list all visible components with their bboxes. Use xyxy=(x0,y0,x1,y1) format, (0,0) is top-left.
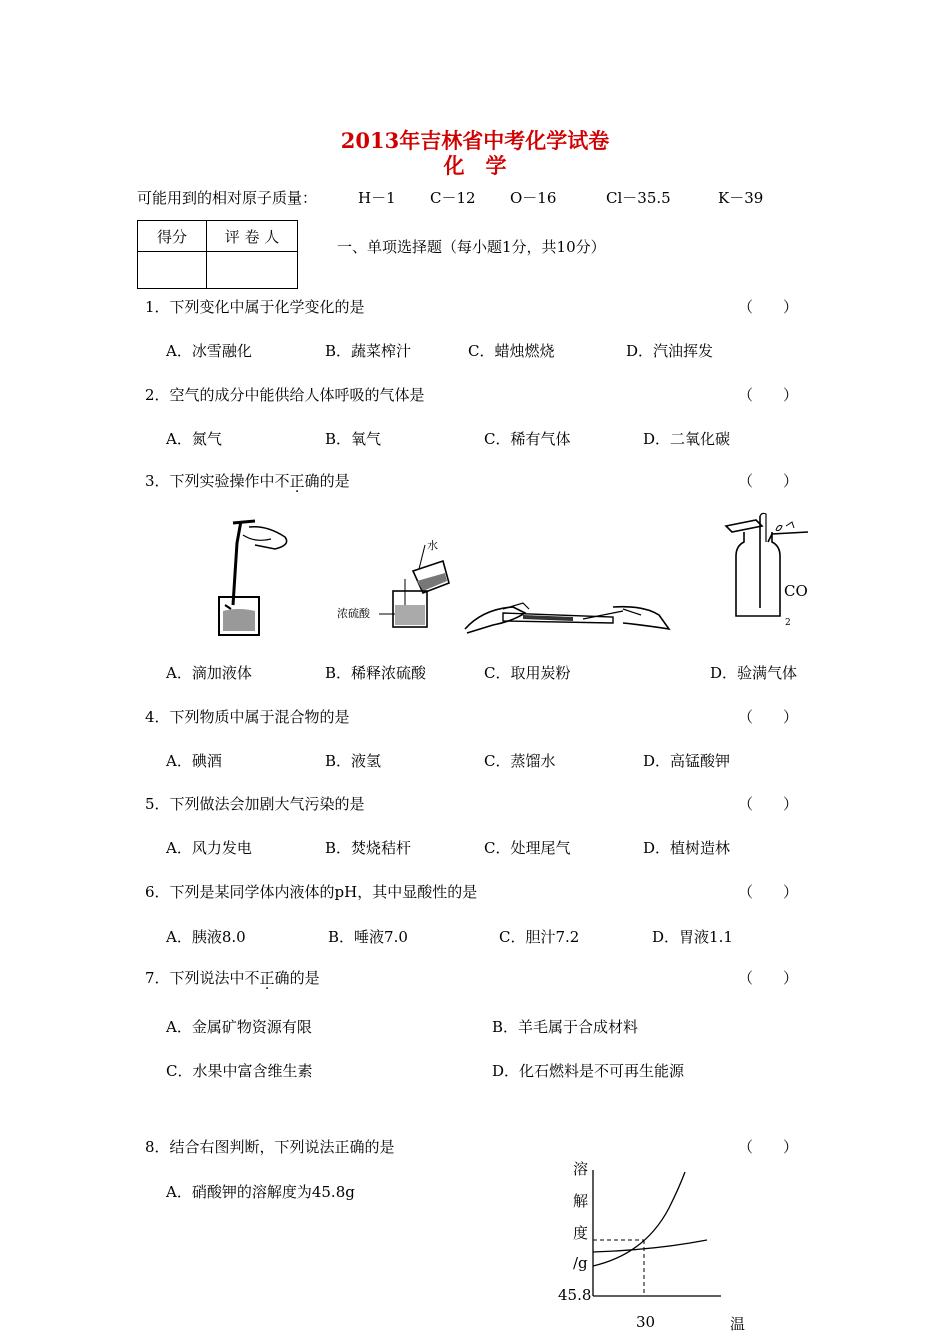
q4-option-d[interactable]: D．高锰酸钾 xyxy=(643,752,731,770)
q1-option-b[interactable]: B．蔬菜榨汁 xyxy=(325,342,412,360)
question-5-stem: 5．下列做法会加剧大气污染的是 xyxy=(145,795,365,813)
q7-emphasis-not-correct: 不正确 xyxy=(244,969,290,987)
q3-stem-part-c: 的是 xyxy=(319,472,350,490)
solubility-graph xyxy=(585,1170,725,1302)
q7-stem-part-c: 的是 xyxy=(289,969,320,987)
question-4-answer-paren[interactable]: （ ） xyxy=(738,708,799,726)
question-3-answer-paren[interactable]: （ ） xyxy=(738,472,799,490)
q3-option-c[interactable]: C．取用炭粉 xyxy=(484,664,571,682)
q2-option-c[interactable]: C．稀有气体 xyxy=(484,430,571,448)
q5-option-d[interactable]: D．植树造林 xyxy=(643,839,731,857)
atomic-mass-h: H－1 xyxy=(358,189,396,207)
q3-option-b[interactable]: B．稀释浓硫酸 xyxy=(325,664,427,682)
q5-option-c[interactable]: C．处理尾气 xyxy=(484,839,571,857)
reviewer-cell[interactable] xyxy=(207,252,298,289)
q1-option-d[interactable]: D．汽油挥发 xyxy=(626,342,714,360)
score-table xyxy=(137,220,298,289)
q6-option-d[interactable]: D．胃液1.1 xyxy=(652,928,733,946)
acid-label: 浓硫酸 xyxy=(337,607,370,620)
q2-option-d[interactable]: D．二氧化碳 xyxy=(643,430,731,448)
water-label: 水 xyxy=(427,539,438,552)
q4-option-b[interactable]: B．液氢 xyxy=(325,752,382,770)
q6-option-b[interactable]: B．唾液7.0 xyxy=(328,928,408,946)
q1-option-c[interactable]: C．蜡烛燃烧 xyxy=(468,342,555,360)
q4-option-a[interactable]: A．碘酒 xyxy=(166,752,222,770)
co-subscript: 2 xyxy=(785,618,791,628)
q3-option-a[interactable]: A．滴加液体 xyxy=(166,664,252,682)
question-1-answer-paren[interactable]: （ ） xyxy=(738,298,799,316)
score-header: 得分 xyxy=(138,221,207,252)
question-8-stem: 8．结合右图判断，下列说法正确的是 xyxy=(145,1138,395,1156)
graph-xlabel: 温 xyxy=(730,1315,746,1333)
exam-title: 2013年吉林省中考化学试卷 xyxy=(340,128,610,153)
question-8-answer-paren[interactable]: （ ） xyxy=(738,1138,799,1156)
graph-x-value: 30 xyxy=(636,1313,656,1331)
figure-dilution xyxy=(335,535,460,630)
atomic-mass-c: C－12 xyxy=(430,189,476,207)
figure-charcoal xyxy=(463,595,673,637)
graph-ylabel-1: 溶 xyxy=(573,1160,589,1178)
exam-subtitle: 化 学 xyxy=(443,153,507,178)
question-7-answer-paren[interactable]: （ ） xyxy=(738,969,799,987)
q2-option-a[interactable]: A．氮气 xyxy=(166,430,222,448)
q5-option-b[interactable]: B．焚烧秸杆 xyxy=(325,839,412,857)
question-6-answer-paren[interactable]: （ ） xyxy=(738,883,799,901)
atomic-mass-k: K－39 xyxy=(718,189,764,207)
q7-option-b[interactable]: B．羊毛属于合成材料 xyxy=(492,1018,639,1036)
question-7-stem xyxy=(145,967,320,988)
question-2-stem: 2．空气的成分中能供给人体呼吸的气体是 xyxy=(145,386,425,404)
graph-ylabel-4: /g xyxy=(573,1254,588,1272)
figure-dropper xyxy=(205,515,300,640)
question-4-stem: 4．下列物质中属于混合物的是 xyxy=(145,708,350,726)
q7-option-d[interactable]: D．化石燃料是不可再生能源 xyxy=(492,1062,685,1080)
figure-gas-bottle xyxy=(722,512,812,624)
question-6-stem: 6．下列是某同学体内液体的pH，其中显酸性的是 xyxy=(145,883,478,901)
question-5-answer-paren[interactable]: （ ） xyxy=(738,795,799,813)
section-heading: 一、单项选择题（每小题1分，共10分） xyxy=(337,238,606,256)
q3-stem-part-a: 3．下列实验操作中 xyxy=(145,472,275,490)
q1-option-a[interactable]: A．冰雪融化 xyxy=(166,342,252,360)
question-1-stem: 1．下列变化中属于化学变化的是 xyxy=(145,298,365,316)
q5-option-a[interactable]: A．风力发电 xyxy=(166,839,252,857)
co-label: CO xyxy=(784,582,808,600)
q4-option-c[interactable]: C．蒸馏水 xyxy=(484,752,556,770)
q6-option-a[interactable]: A．胰液8.0 xyxy=(166,928,246,946)
atomic-mass-cl: Cl－35.5 xyxy=(606,189,671,207)
q7-option-a[interactable]: A．金属矿物资源有限 xyxy=(166,1018,312,1036)
curve-flat xyxy=(593,1240,707,1252)
q7-option-c[interactable]: C．水果中富含维生素 xyxy=(166,1062,313,1080)
graph-y-value: 45.8 xyxy=(558,1286,592,1304)
question-2-answer-paren[interactable]: （ ） xyxy=(738,386,799,404)
q8-option-a[interactable]: A．硝酸钾的溶解度为45.8g xyxy=(166,1183,355,1201)
graph-ylabel-2: 解 xyxy=(573,1192,589,1210)
q7-stem-part-a: 7．下列说法中 xyxy=(145,969,245,987)
q2-option-b[interactable]: B．氧气 xyxy=(325,430,382,448)
q6-option-c[interactable]: C．胆汁7.2 xyxy=(499,928,580,946)
atomic-mass-label: 可能用到的相对原子质量： xyxy=(137,189,318,207)
question-3-stem xyxy=(145,470,350,491)
atomic-mass-o: O－16 xyxy=(510,189,557,207)
graph-ylabel-3: 度 xyxy=(573,1224,589,1242)
score-cell[interactable] xyxy=(138,252,207,289)
q3-emphasis-not-correct: 不正确 xyxy=(274,472,320,490)
q3-option-d[interactable]: D．验满气体 xyxy=(710,664,798,682)
reviewer-header: 评 卷 人 xyxy=(207,221,298,252)
